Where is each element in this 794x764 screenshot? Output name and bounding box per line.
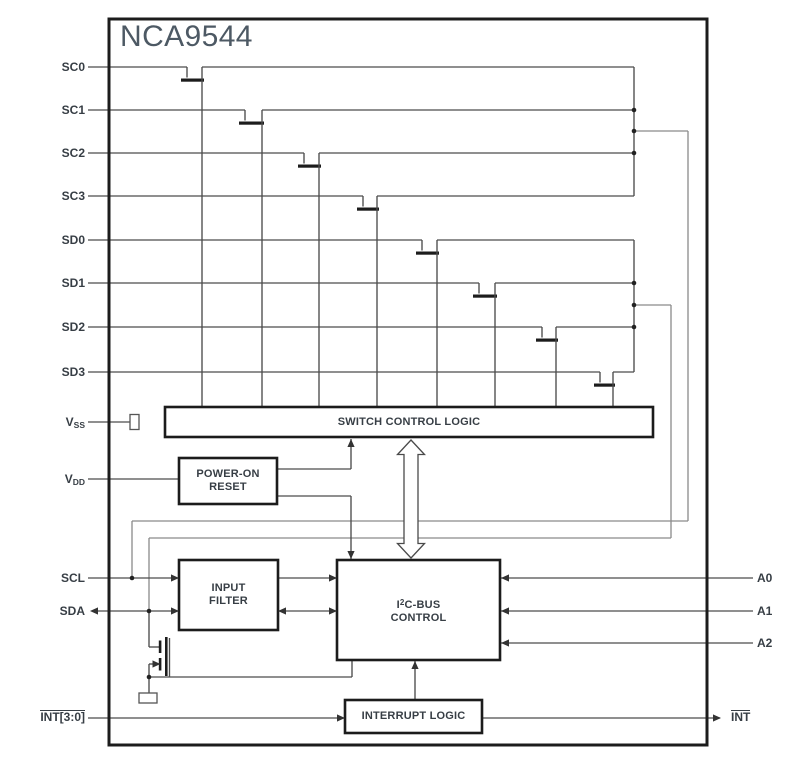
pin-label-sc2: SC2	[61, 146, 85, 160]
int30-overlined-text: INT[3:0]	[40, 710, 85, 724]
pin-label-sc0: SC0	[61, 60, 85, 74]
interrupt-logic-block	[345, 700, 482, 733]
i2c-line1-sup: 2	[399, 597, 405, 607]
input-filter-line1: INPUT	[211, 582, 246, 594]
chip-title: NCA9544	[120, 20, 253, 53]
pin-label-int30	[10, 709, 85, 725]
pin-label-sd3: SD3	[61, 365, 85, 379]
pin-label-int	[731, 709, 750, 725]
double-arrow-bus	[398, 440, 425, 558]
switch-matrix	[88, 67, 634, 407]
pin-label-vss	[10, 414, 85, 430]
switch-control-logic-text: SWITCH CONTROL LOGIC	[337, 415, 481, 428]
pin-label-scl: SCL	[61, 571, 85, 585]
i2c-bus-control-block	[337, 560, 500, 660]
pin-label-vdd	[10, 471, 85, 487]
input-filter-line2: FILTER	[209, 595, 248, 607]
pin-label-a0: A0	[757, 571, 773, 585]
power-on-reset-block	[179, 458, 277, 504]
pin-label-sc1: SC1	[61, 103, 85, 117]
por-line1: POWER-ON	[196, 468, 260, 480]
i2c-line2: CONTROL	[390, 611, 447, 624]
input-filter-block	[179, 560, 278, 630]
vss-sub: SS	[73, 420, 85, 430]
pin-label-a2: A2	[757, 636, 773, 650]
interrupt-logic-text: INTERRUPT LOGIC	[361, 710, 466, 722]
int-overlined-text: INT	[731, 710, 751, 724]
vdd-sub: DD	[72, 477, 85, 487]
pin-label-a1: A1	[757, 604, 773, 618]
pin-label-sd0: SD0	[61, 233, 85, 247]
vdd-main: V	[64, 472, 73, 486]
pin-label-sd2: SD2	[61, 320, 85, 334]
pin-label-sc3: SC3	[61, 189, 85, 203]
pin-label-sda: SDA	[59, 604, 85, 618]
i2c-line1-pre: I	[396, 598, 400, 611]
vss-main: V	[65, 415, 74, 429]
switch-control-logic-block	[165, 407, 653, 437]
i2c-line1-post: C-BUS	[404, 598, 441, 611]
pin-label-sd1: SD1	[61, 276, 85, 290]
por-line2: RESET	[209, 481, 247, 493]
